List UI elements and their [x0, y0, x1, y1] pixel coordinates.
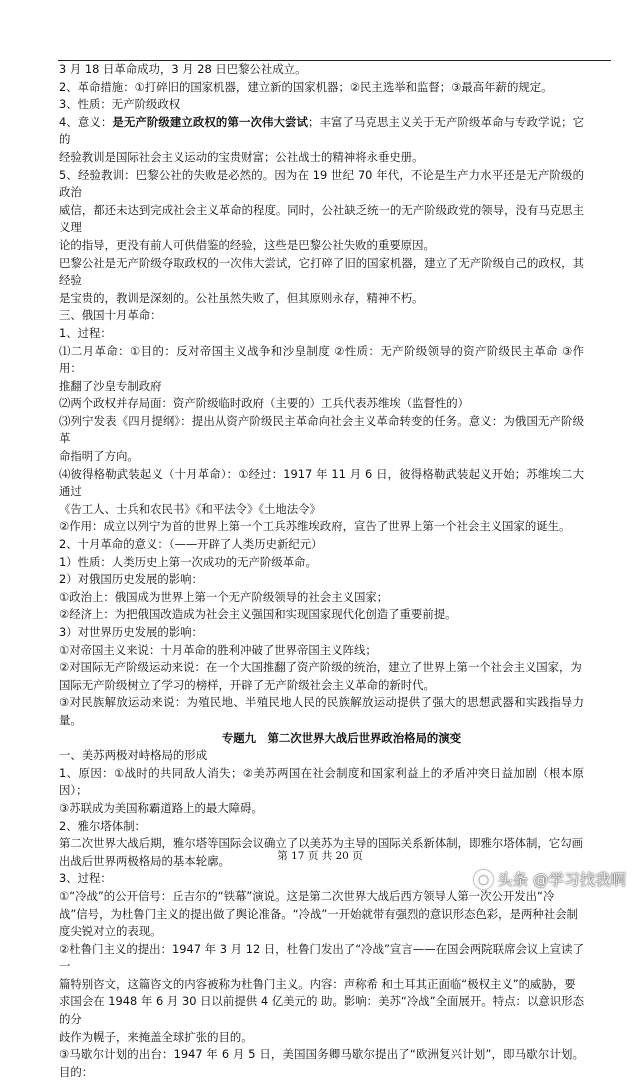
text-line: 3、过程： — [59, 871, 112, 886]
text-line: 第二次世界大战后期，雅尔塔等国际会议确立了以美苏为主导的国际关系新体制，即雅尔塔体制，它勾画 — [59, 836, 583, 851]
text-line: 4、意义：是无产阶级建立政权的第一次伟大尝试；丰富了马克思主义关于无产阶级革命与专政学说；它的 — [59, 114, 584, 147]
text-line: 战”信号，为杜鲁门主义的提出做了舆论准备。“冷战”一开始就带有强烈的意识形态色彩，是两种社会制 — [59, 906, 578, 921]
text-line: 《告工人、士兵和农民书》《和平法令》《土地法令》 — [59, 501, 321, 516]
text-line: 1、原因：①战时的共同敌人消失；②美苏两国在社会制度和国家利益上的矛盾冲突日益加剧（根本原因）； — [59, 765, 584, 798]
text-line: 三、俄国十月革命： — [59, 308, 162, 323]
text-line: 巴黎公社是无产阶级夺取政权的一次伟大尝试，它打碎了旧的国家机器，建立了无产阶级自己的政权，其经验 — [59, 255, 584, 288]
emphasis-text: 是无产阶级建立政权的第一次伟大尝试 — [112, 114, 308, 129]
text-line: 3、性质：无产阶级政权 — [59, 97, 181, 112]
text-line: 5、经验教训：巴黎公社的失败是必然的。因为在 19 世纪 70 年代，不论是生产力水平还是无产阶级的政治 — [59, 167, 584, 200]
text-line: 命指明了方向。 — [59, 449, 139, 464]
text-line: ⑶列宁发表《四月提纲》：提出从资产阶级民主革命向社会主义革命转变的任务。意义：为俄国无产阶级革 — [59, 413, 584, 446]
text-line: 3 月 18 日革命成功，3 月 28 日巴黎公社成立。 — [59, 62, 307, 76]
text-line: 推翻了沙皇专制政府 — [59, 378, 162, 393]
text-line: 2、雅尔塔体制： — [59, 818, 146, 833]
text-line: ①对帝国主义来说：十月革命的胜利冲破了世界帝国主义阵线； — [59, 642, 377, 657]
text-line: ①政治上：俄国成为世界上第一个无产阶级领导的社会主义国家； — [59, 589, 389, 604]
text-line: 度尖锐对立的表现。 — [59, 924, 162, 939]
text-line: 威信，都还未达到完成社会主义革命的程度。同时，公社缺乏统一的无产阶级政党的领导，没有马克思主义理 — [59, 202, 584, 235]
text-line: 2、革命措施：①打碎旧的国家机器，建立新的国家机器；②民主选举和监督；③最高年薪的规定。 — [59, 79, 553, 94]
text-line: 2）对俄国历史发展的影响： — [59, 572, 203, 587]
text-line: 求国会在 1948 年 6 月 30 日以前提供 4 亿美元的 助。影响：美苏“冷战”全面展开。特点：以意识形态的分 — [59, 994, 584, 1027]
text-line: 是宝贵的，教训是深刻的。公社虽然失败了，但其原则永存，精神不朽。 — [59, 290, 424, 305]
text-line: 国际无产阶级树立了学习的榜样，开辟了无产阶级社会主义革命的新时代。 — [59, 677, 435, 692]
text-line: 3）对世界历史发展的影响： — [59, 625, 203, 639]
text-line: 出战后世界两极格局的基本轮廓。 — [59, 853, 230, 868]
text-line: ⑴二月革命：①目的：反对帝国主义战争和沙皇制度 ②性质：无产阶级领导的资产阶级民主革命 ③作用： — [59, 343, 584, 376]
text-line: ③对民族解放运动来说：为殖民地、半殖民地人民的民族解放运动提供了强大的思想武器和实践指导力量。 — [59, 695, 584, 727]
toutiao-logo-icon: ● — [474, 870, 493, 889]
text-line: 歧作为幌子，来掩盖全球扩张的目的。 — [59, 1029, 253, 1044]
text-line: ③马歇尔计划的出台：1947 年 6 月 5 日，美国国务卿马歇尔提出了“欧洲复兴计划”，即马歇尔计划。目的： — [59, 1047, 584, 1079]
text-line: ②杜鲁门主义的提出：1947 年 3 月 12 日，杜鲁门发出了“冷战”宣言——在国会两院联席会议上宣读了一 — [59, 941, 584, 974]
text-line: ②对国际无产阶级运动来说：在一个大国推翻了资产阶级的统治，建立了世界上第一个社会主义国家，为 — [59, 660, 582, 675]
section-heading: 专题九 第二次世界大战后世界政治格局的演变 — [221, 730, 462, 745]
page-number: 第 17 页 共 20 页 — [277, 850, 363, 862]
watermark — [474, 868, 626, 890]
text-line: 1、过程： — [59, 325, 112, 340]
text-line: 2、十月革命的意义：（——开辟了人类历史新纪元） — [59, 537, 323, 552]
text-line: 论的指导，更没有前人可供借鉴的经验，这些是巴黎公社失败的重要原因。 — [59, 237, 435, 252]
text-line: ②经济上：为把俄国改造成为社会主义强国和实现国家现代化创造了重要前提。 — [59, 607, 457, 622]
text-line: ②作用：成立以列宁为首的世界上第一个工兵苏维埃政府，宣告了世界上第一个社会主义国家的诞生。 — [59, 519, 571, 534]
text-line: 篇特别咨文，这篇咨文的内容被称为杜鲁门主义。内容：声称希 和土耳其正面临“极权主义”的威胁，要 — [59, 976, 576, 991]
document-body — [59, 61, 584, 1081]
text-line: ①“冷战”的公开信号：丘吉尔的“铁幕”演说。这是第二次世界大战后西方领导人第一次公开发出“冷 — [59, 888, 555, 903]
text-line: ③苏联成为美国称霸道路上的最大障碍。 — [59, 800, 263, 815]
watermark-text: 头条 @学习找我啊 — [497, 871, 626, 889]
text-line: ⑷彼得格勒武装起义（十月革命）：①经过：1917 年 11 月 6 日，彼得格勒武装起义开始；苏维埃二大通过 — [59, 466, 584, 499]
text-line: 一、美苏两极对峙格局的形成 — [59, 748, 208, 763]
text-line: 经验教训是国际社会主义运动的宝贵财富；公社战士的精神将永垂史册。 — [59, 149, 424, 164]
text-line: ⑵两个政权并存局面：资产阶级临时政府（主要的）工兵代表苏维埃（监督性的） — [59, 396, 470, 411]
text-line: 1）性质：人类历史上第一次成功的无产阶级革命。 — [59, 554, 317, 569]
